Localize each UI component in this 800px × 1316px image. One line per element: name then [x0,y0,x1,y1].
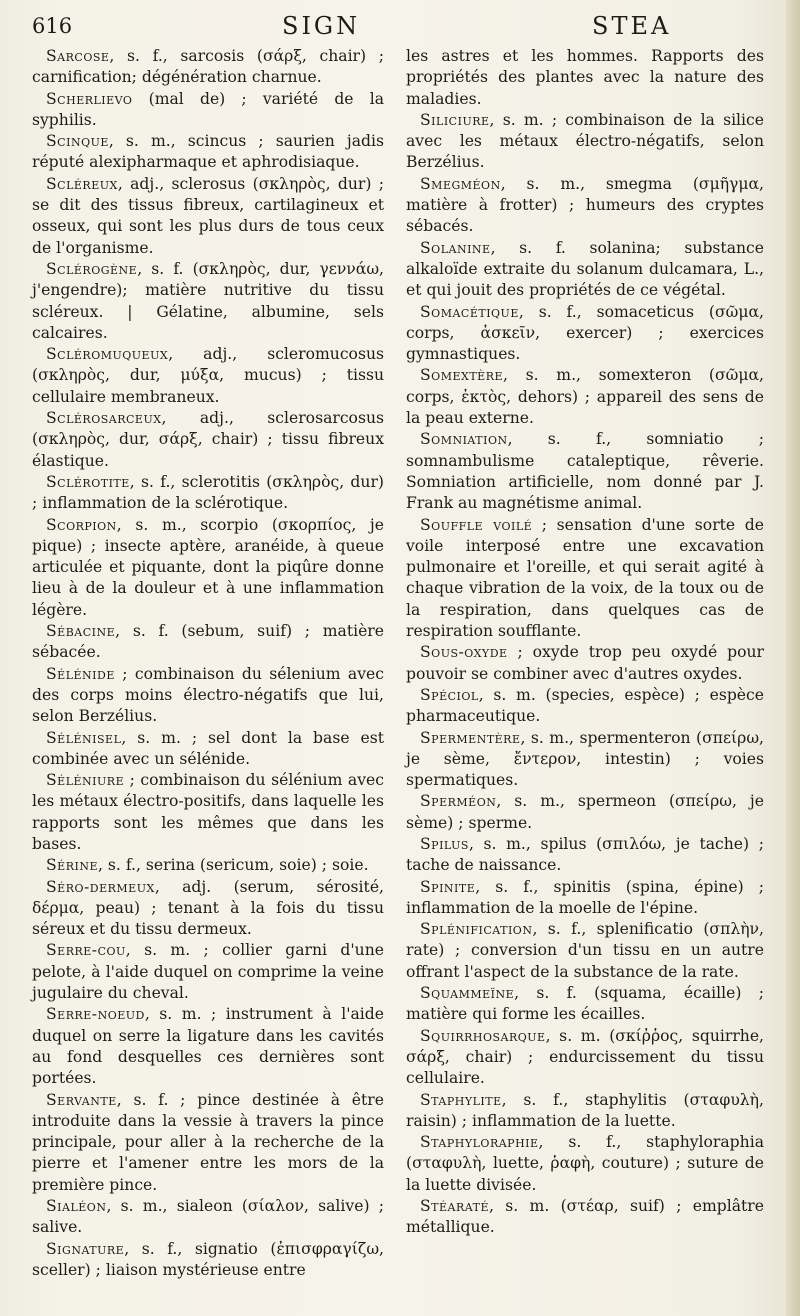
entry-headword: Séléniure [46,771,125,790]
dictionary-entry [32,770,384,855]
entry-definition: , s. m. ; combinaison de la silice avec les métaux électro-négatifs, selon Berzélius. [406,110,764,172]
entry-definition: , s. m., scincus ; saurien jadis réputé alexipharmaque et aphrodisiaque. [32,132,384,172]
entry-definition: , adj., scleromucosus (σκληρὸς, dur, μύξα, mucus) ; tissu cellulaire membraneux. [32,345,384,406]
dictionary-entry [406,983,764,1026]
entry-headword: Scinque [46,132,109,151]
dictionary-entry [406,110,764,174]
entry-definition: , s. m., spilus (σπιλόω, je tache) ; tache de naissance. [406,834,764,875]
entry-headword: Spilus [420,834,469,853]
entry-headword: Sperméon [420,792,497,811]
entry-definition: , s. m., spermeon (σπείρω, je sème) ; sperme. [406,792,764,832]
dictionary-entry [32,408,384,472]
dictionary-entry [406,365,764,429]
dictionary-entry [406,429,764,514]
entry-definition: , s. m. ; instrument à l'aide duquel on serre la ligature dans les cavités au fond desquelles ces dernières sont portées. [32,1005,384,1088]
entry-headword: Signature [46,1239,125,1258]
entry-headword: Serre-cou [46,941,126,960]
entry-headword: Sclérogène [46,259,138,278]
entry-headword: Scorpion [46,515,117,534]
dictionary-entry [406,1196,764,1239]
entry-definition: , s. m. ; collier garni d'une pelote, à l'aide duquel on comprime la veine jugulaire du cheval. [32,941,384,1003]
dictionary-entry [32,621,384,664]
entry-definition: les astres et les hommes. Rapports des propriétés des plantes avec la nature des maladies. [406,47,764,108]
dictionary-entry [406,174,764,238]
entry-definition: , adj., sclerosus (σκληρὸς, dur) ; se dit des tissus fibreux, cartilagineux et osseux, qui sont les plus durs de tous ceux de l'organisme. [32,174,384,257]
dictionary-entry [32,344,384,408]
entry-headword: Somextère [420,366,504,385]
entry-headword: Staphyloraphie [420,1133,539,1152]
dictionary-entry [406,728,764,792]
dictionary-entry [32,855,384,876]
entry-definition: ; sensation d'une sorte de voile interposé entre une excavation pulmonaire et l'oreille, et qui serait agité à chaque vibration de la voix, de la toux ou de la respiration, dans quelques cas de respiration soufflante. [406,515,764,641]
page-number: 616 [32,14,73,38]
entry-headword: Sébacine [46,622,116,641]
entry-definition: , s. m., sialeon (σίαλον, salive) ; salive. [32,1197,384,1237]
entry-headword: Sarcose [46,47,110,65]
dictionary-entry [406,46,764,110]
entry-definition: , s. f. ; pince destinée à être introduite dans la vessie à travers la pince principale, pour aller à la recherche de la pierre et l'amener entre les mors de la première pince. [32,1090,384,1194]
entry-definition: , adj., sclerosarcosus (σκληρὸς, dur, σάρξ, chair) ; tissu fibreux élastique. [32,409,384,470]
entry-definition: ; combinaison du sélénium avec les métaux électro-positifs, dans laquelle les rapports sont les mêmes que dans les bases. [32,771,384,853]
dictionary-entry [406,515,764,643]
entry-definition: , s. f. (sebum, suif) ; matière sébacée. [32,622,384,662]
entry-definition: , s. f., serina (sericum, soie) ; soie. [98,856,369,875]
entry-definition: , s. f. (squama, écaille) ; matière qui forme les écailles. [406,984,764,1024]
entry-headword: Sélénisel [46,728,122,747]
entry-headword: Souffle voilé [420,515,533,534]
dictionary-entry [32,259,384,344]
dictionary-entry [32,664,384,728]
entry-definition: , s. m., spermenteron (σπείρω, je sème, ἔντερον, intestin) ; voies spermatiques. [406,728,764,790]
dictionary-entry [32,131,384,174]
page-edge [786,0,800,1316]
entry-definition: , s. f., spinitis (spina, épine) ; inflammation de la moelle de l'épine. [406,877,764,917]
entry-definition: (mal de) ; variété de la syphilis. [32,89,384,129]
entry-definition: , s. m. (species, espèce) ; espèce pharmaceutique. [406,685,764,726]
entry-headword: Sous-oxyde [420,643,508,662]
entry-definition: ; combinaison du sélenium avec des corps moins électro-négatifs que lui, selon Berzélius. [32,664,384,726]
entry-headword: Smegméon [420,174,501,193]
entry-definition: , s. f., sclerotitis (σκληρὸς, dur) ; inflammation de la sclérotique. [32,472,384,513]
entry-headword: Squirrhosarque [420,1026,546,1045]
entry-headword: Serre-noeud [46,1005,145,1024]
entry-headword: Somniation [420,430,508,449]
entry-definition: , s. f., staphylitis (σταφυλὴ, raisin) ; inflammation de la luette. [406,1090,764,1130]
entry-headword: Sclérotite [46,472,130,491]
entry-definition: , s. m., somexteron (σῶμα, corps, ἐκτὸς, dehors) ; appareil des sens de la peau externe. [406,366,764,428]
entry-definition: , s. f. solanina; substance alkaloïde extraite du solanum dulcamara, L., et qui jouit des propriétés de ce végétal. [406,238,764,300]
dictionary-entry [32,1239,384,1282]
dictionary-entry [32,1004,384,1089]
dictionary-entry [32,174,384,259]
left-column [32,46,384,1281]
entry-headword: Squammeïne [420,984,515,1003]
dictionary-entry [32,472,384,515]
entry-headword: Sélénide [46,664,115,683]
dictionary-entry [32,89,384,132]
entry-definition: , s. f., staphyloraphia (σταφυλὴ, luette, ῥαφὴ, couture) ; suture de la luette divisée. [406,1133,764,1194]
dictionary-entry [406,238,764,302]
header-right-guide-word: STEA [592,12,672,40]
entry-headword: Splénification [420,920,533,939]
entry-headword: Scherlievo [46,89,133,108]
dictionary-entry [32,940,384,1004]
dictionary-entry [406,1026,764,1090]
entry-definition: , s. f. (σκληρὸς, dur, γεννάω, j'engendre); matière nutritive du tissu scléreux. | Gélatine, albumine, sels calcaires. [32,259,384,342]
dictionary-entry [32,877,384,941]
entry-headword: Solanine [420,238,491,257]
dictionary-entry [32,1090,384,1196]
dictionary-entry [32,46,384,89]
dictionary-entry [406,834,764,877]
dictionary-entry [32,1196,384,1239]
entry-definition: , s. f., signatio (ἐπισφραγίζω, sceller) ; liaison mystérieuse entre [32,1239,384,1279]
right-column [406,46,764,1239]
entry-headword: Spéciol [420,685,479,704]
entry-definition: , s. f., sarcosis (σάρξ, chair) ; carnification; dégénération charnue. [32,47,384,87]
dictionary-entry [32,728,384,771]
entry-definition: , s. m. ; sel dont la base est combinée avec un sélénide. [32,728,384,768]
dictionary-entry [406,685,764,728]
entry-headword: Spinite [420,877,476,896]
entry-definition: , s. f., splenificatio (σπλὴν, rate) ; conversion d'un tissu en un autre offrant l'aspect de la substance de la rate. [406,920,764,981]
entry-headword: Séro-dermeux [46,877,155,896]
entry-headword: Sclérosarceux [46,409,162,428]
running-header [32,12,772,42]
entry-headword: Staphylite [420,1090,502,1109]
dictionary-entry [406,1132,764,1196]
entry-headword: Siliciure [420,110,490,129]
entry-headword: Scléromuqueux [46,345,169,364]
entry-headword: Sérine [46,856,98,875]
entry-definition: , adj. (serum, sérosité, δέρμα, peau) ; tenant à la fois du tissu séreux et du tissu dermeux. [32,877,384,939]
entry-definition: , s. m. (στέαρ, suif) ; emplâtre métallique. [406,1197,764,1237]
entry-headword: Scléreux [46,174,118,193]
dictionary-entry [406,302,764,366]
dictionary-entry [406,919,764,983]
header-left-guide-word: SIGN [282,12,361,40]
entry-definition: ; oxyde trop peu oxydé pour pouvoir se combiner avec d'autres oxydes. [406,643,764,683]
dictionary-entry [32,515,384,621]
dictionary-entry [406,642,764,685]
entry-definition: , s. m. (σκίῤῥος, squirrhe, σάρξ, chair) ; endurcissement du tissu cellulaire. [406,1026,764,1088]
entry-definition: , s. f., somniatio ; somnambulisme cataleptique, rêverie. Somniation artificielle, nom donné par J. Frank au magnétisme animal. [406,430,764,513]
entry-headword: Spermentère [420,728,521,747]
entry-headword: Somacétique [420,302,519,321]
entry-definition: , s. f., somaceticus (σῶμα, corps, ἀσκεῖν, exercer) ; exercices gymnastiques. [406,302,764,364]
dictionary-entry [406,1090,764,1133]
entry-headword: Servante [46,1090,117,1109]
entry-headword: Sialéon [46,1197,107,1216]
entry-definition: , s. m., scorpio (σκορπίος, je pique) ; insecte aptère, aranéide, à queue articulée et piquante, dont la piqûre donne lieu à de la douleur et à une inflammation légère. [32,515,384,619]
dictionary-entry [406,791,764,834]
entry-definition: , s. m., smegma (σμῆγμα, matière à frotter) ; humeurs des cryptes sébacés. [406,174,764,236]
entry-headword: Stéaraté [420,1197,489,1216]
dictionary-entry [406,877,764,920]
